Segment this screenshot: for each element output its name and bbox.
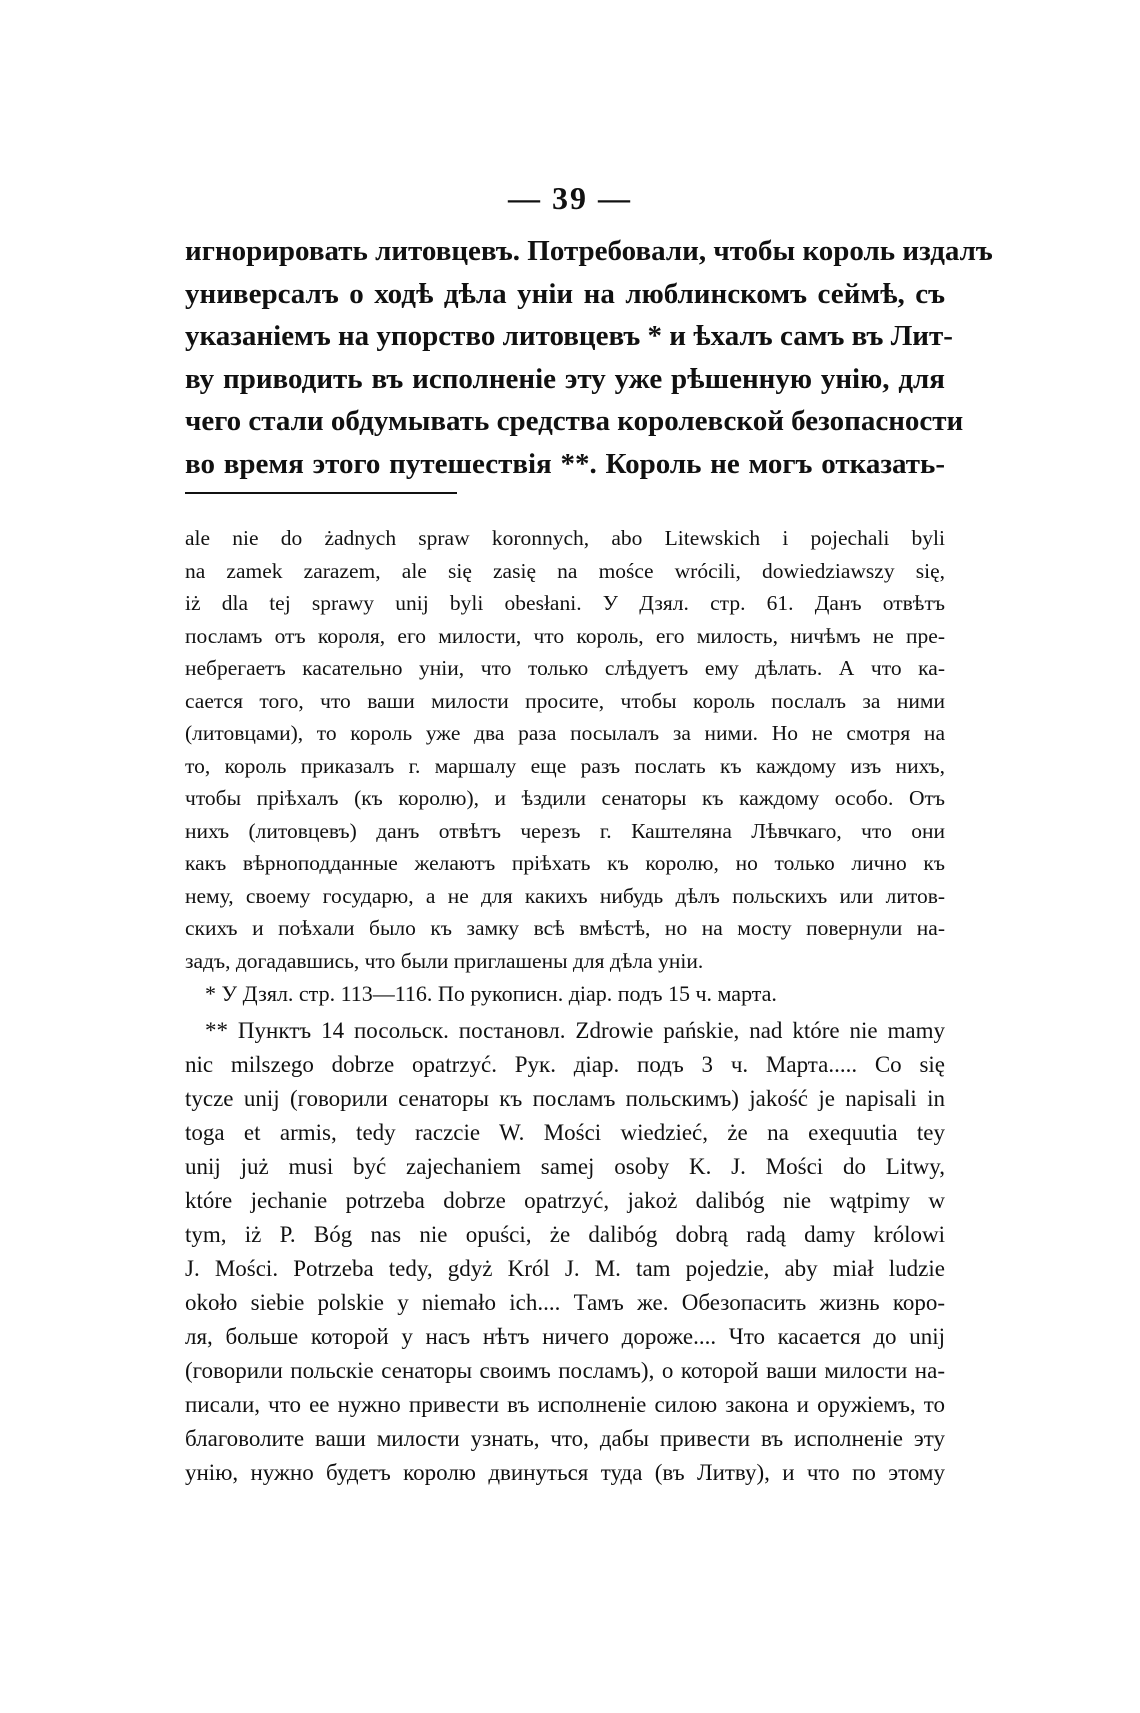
footnote-divider [185, 492, 457, 494]
footnote-double-star [185, 1014, 945, 1490]
footnote-line: tym, iż P. Bóg nas nie opuści, że dalibóg dobrą radą damy królowi [185, 1222, 945, 1247]
footnote-line: ля, больше которой у насъ нѣтъ ничего дороже.... Что касается до unij [185, 1324, 945, 1349]
footnote-line: toga et armis, tedy raczcie W. Mości wiedzieć, że na exequutia tey [185, 1120, 945, 1145]
footnote-line: (говорили польскіе сенаторы своимъ посламъ), о которой ваши милости на- [185, 1358, 945, 1383]
footnote-line: J. Mości. Potrzeba tedy, gdyż Król J. M. tam pojedzie, aby miał ludzie [185, 1256, 945, 1281]
footnote-line: нему, своему государю, а не для какихъ нибудь дѣлъ польскихъ или литов- [185, 883, 945, 908]
main-text-line: ву приводить въ исполненіе эту уже рѣшенную унію, для [185, 362, 945, 395]
footnote-continuation [185, 522, 945, 977]
footnote-line: ** Пунктъ 14 посольск. постановл. Zdrowie pańskie, nad które nie mamy [205, 1018, 945, 1043]
footnote-line: посламъ отъ короля, его милости, что король, его милость, ничѣмъ не пре- [185, 623, 945, 648]
main-text-line: универсалъ о ходѣ дѣла уніи на люблинскомъ сеймѣ, съ [185, 277, 945, 310]
footnote-line: писали, что ее нужно привести въ исполненіе силою закона и оружіемъ, то [185, 1392, 945, 1417]
footnote-line: скихъ и поѣхали было къ замку всѣ вмѣстѣ, но на мосту повернули на- [185, 916, 945, 940]
main-text-line: чего стали обдумывать средства королевской безопасности [185, 405, 964, 437]
footnote-line: какъ вѣрноподданные желаютъ пріѣхать къ королю, но только лично къ [185, 851, 945, 875]
footnote-line: około siebie polskie y niemało ich.... Тамъ же. Обезопасить жизнь коро- [185, 1290, 945, 1315]
footnote-line: то, король приказалъ г. маршалу еще разъ послать къ каждому изъ нихъ, [185, 753, 945, 778]
main-text-line: во время этого путешествія **. Король не могъ отказать- [185, 447, 945, 480]
footnote-line: unij już musi być zajechaniem samej osoby K. J. Mości do Litwy, [185, 1154, 945, 1179]
footnote-line: na zamek zarazem, ale się zasię na mośce wrócili, dowiedziawszy się, [185, 558, 945, 583]
footnote-line: nic milszego dobrze opatrzyć. Рук. діар. подъ 3 ч. Марта..... Co się [185, 1052, 945, 1077]
footnote-line: задъ, догадавшись, что были приглашены для дѣла уніи. [185, 948, 704, 973]
footnote-line: które jechanie potrzeba dobrze opatrzyć, jakoż dalibóg nie wątpimy w [185, 1188, 945, 1213]
main-text-line: игнорировать литовцевъ. Потребовали, чтобы король издалъ [185, 235, 993, 267]
footnote-line: (литовцами), то король уже два раза посылалъ за ними. Но не смотря на [185, 721, 945, 745]
main-text-line: указаніемъ на упорство литовцевъ * и ѣхалъ самъ въ Лит- [185, 320, 953, 352]
footnote-line: унію, нужно будетъ королю двинуться туда (въ Литву), и что по этому [185, 1460, 945, 1485]
page-number: — 39 — [508, 180, 632, 216]
footnote-line: нихъ (литовцевъ) данъ отвѣтъ черезъ г. Каштеляна Лѣвчкаго, что они [185, 818, 945, 843]
footnote-line: небрегаетъ касательно уніи, что только слѣдуетъ ему дѣлать. А что ка- [185, 656, 945, 680]
footnote-line: чтобы пріѣхалъ (къ королю), и ѣздили сенаторы къ каждому особо. Отъ [185, 786, 945, 810]
main-body-text [185, 230, 993, 485]
footnote-line: сается того, что ваши милости просите, чтобы король послалъ за ними [185, 688, 945, 713]
footnote-line: благоволите ваши милости узнать, что, дабы привести въ исполненіе эту [185, 1426, 945, 1451]
footnote-line: tycze unij (говорили сенаторы къ посламъ польскимъ) jakość je napisali in [185, 1086, 945, 1111]
footnote-line: iż dla tej sprawy unij byli obesłani. У Дзял. стр. 61. Данъ отвѣтъ [185, 591, 945, 615]
footnote-star: * У Дзял. стр. 113—116. По рукописн. діар. подъ 15 ч. марта. [205, 981, 777, 1006]
footnote-line: ale nie do żadnych spraw koronnych, abo Litewskich i pojechali byli [185, 526, 945, 550]
